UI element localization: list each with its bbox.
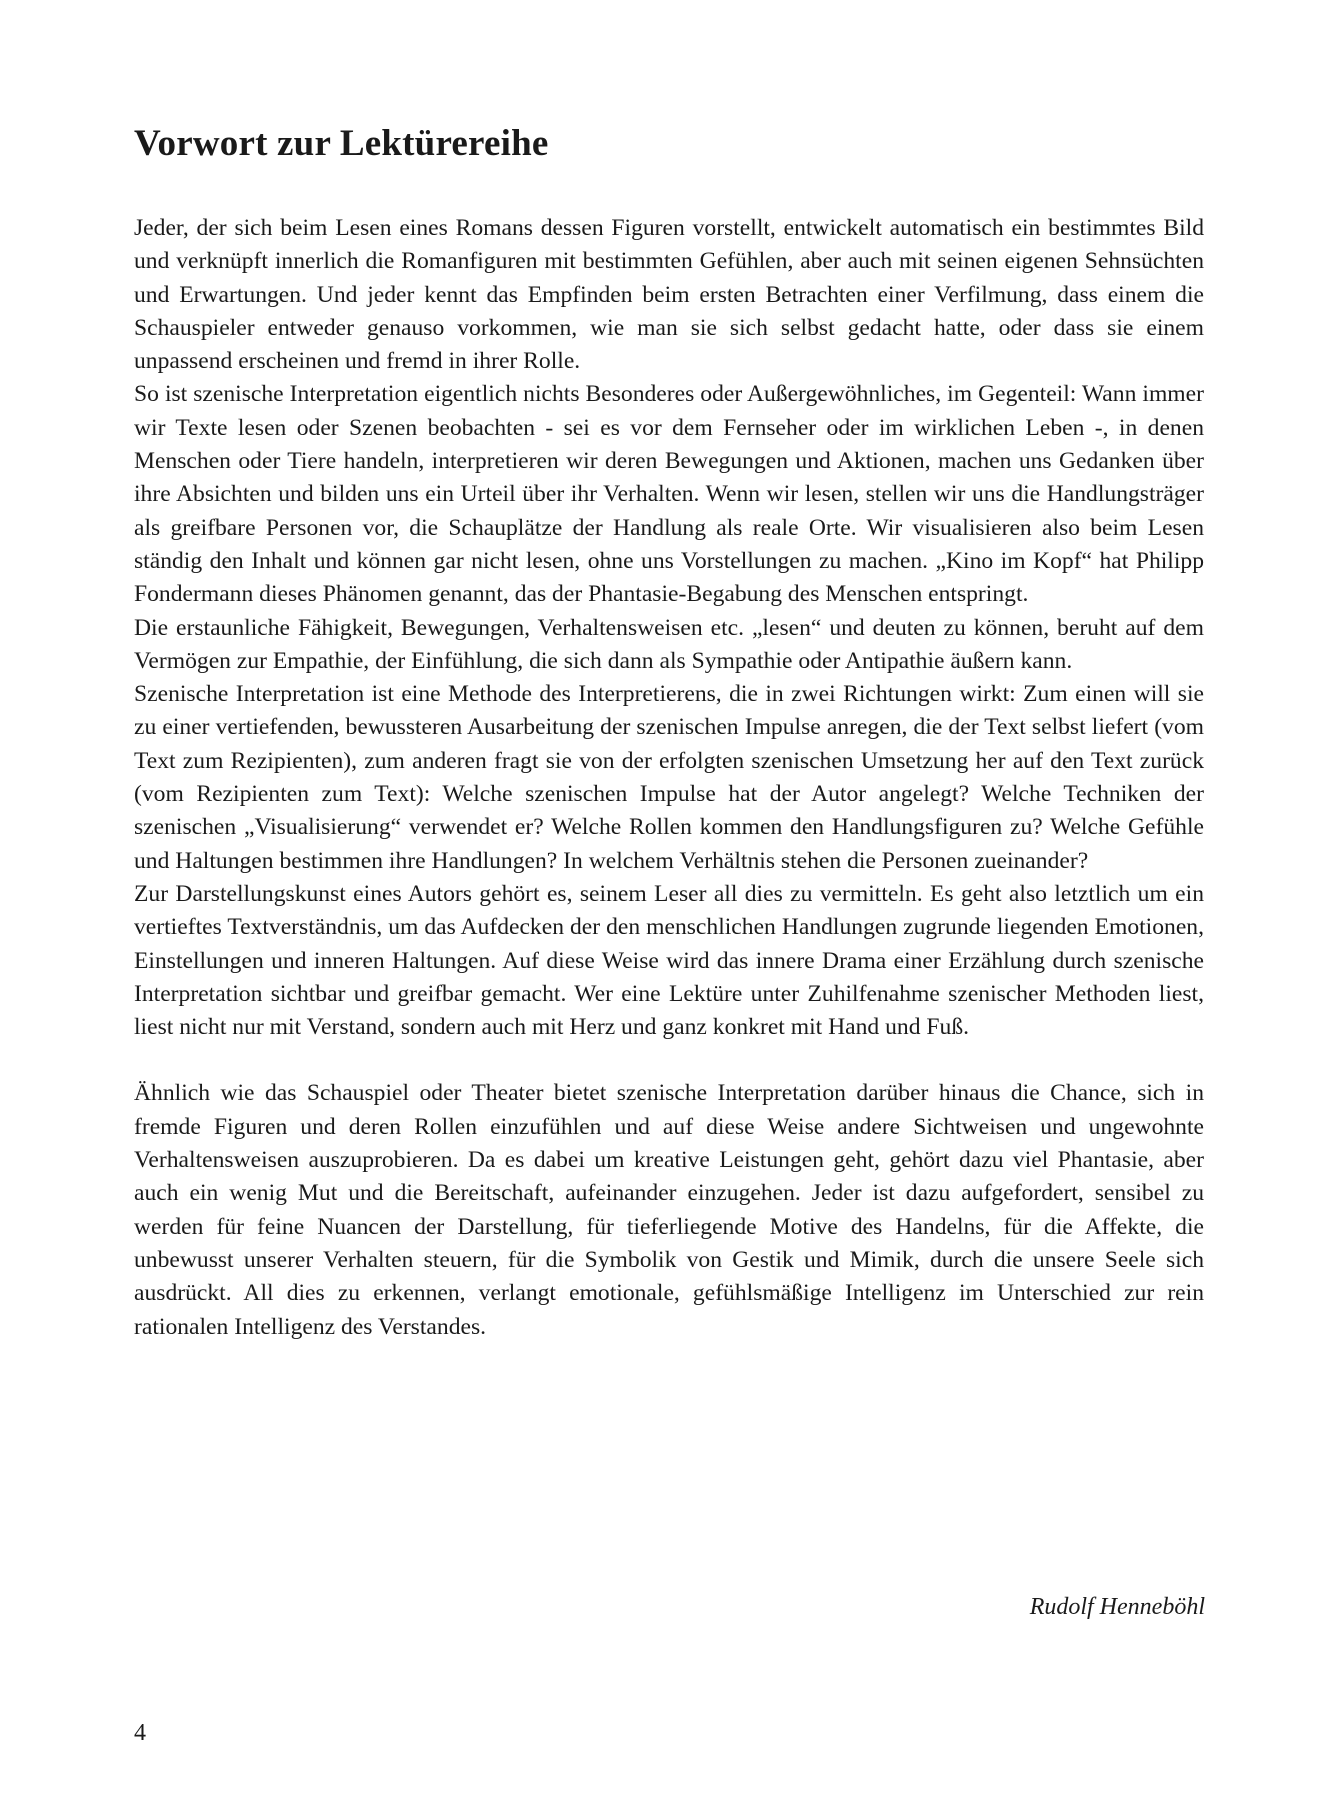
author-signature: Rudolf Henneböhl <box>1029 1594 1205 1620</box>
paragraph-1: Jeder, der sich beim Lesen eines Romans dessen Figuren vorstellt, entwickelt automatisch ein bestimmtes Bild und verknüpft innerlich die Romanfiguren mit bestimmten Gefühlen, aber auch mit seinen eigenen Sehnsüchten und Erwartungen. Und jeder kennt das Empfinden beim ersten Betrachten einer Verfilmung, dass einem die Schauspieler entweder genauso vorkommen, wie man sie sich selbst gedacht hatte, oder dass sie einem unpassend erscheinen und fremd in ihrer Rolle. <box>134 215 1204 375</box>
body-text <box>134 212 1204 1344</box>
paragraph-3: Die erstaunliche Fähigkeit, Bewegungen, Verhaltensweisen etc. „lesen“ und deuten zu können, beruht auf dem Vermögen zur Empathie, der Einfühlung, die sich dann als Sympathie oder Antipathie äußern kann. <box>134 614 1204 674</box>
page-number: 4 <box>134 1720 146 1746</box>
paragraph-4: Szenische Interpretation ist eine Methode des Interpretierens, die in zwei Richtungen wirkt: Zum einen will sie zu einer vertiefenden, bewussteren Ausarbeitung der szenischen Impulse anregen, die der Text selbst liefert (vom Text zum Rezipienten), zum anderen fragt sie von der erfolgten szenischen Umsetzung her auf den Text zurück (vom Rezipienten zum Text): Welche szenischen Impulse hat der Autor angelegt? Welche Techniken der szenischen „Visualisierung“ verwendet er? Welche Rollen kommen den Handlungsfiguren zu? Welche Gefühle und Haltungen bestimmen ihre Handlungen? In welchem Verhältnis stehen die Personen zueinander? <box>134 681 1204 874</box>
paragraph-5: Zur Darstellungskunst eines Autors gehört es, seinem Leser all dies zu vermitteln. Es geht also letztlich um ein vertieftes Textverständnis, um das Aufdecken der den menschlichen Handlungen zugrunde liegenden Emotionen, Einstellungen und inneren Haltungen. Auf diese Weise wird das innere Drama einer Erzählung durch szenische Interpretation sichtbar und greifbar gemacht. Wer eine Lektüre unter Zuhilfenahme szenischer Methoden liest, liest nicht nur mit Verstand, sondern auch mit Herz und ganz konkret mit Hand und Fuß. <box>134 880 1204 1041</box>
paragraph-2: So ist szenische Interpretation eigentlich nichts Besonderes oder Außergewöhnliches, im Gegenteil: Wann immer wir Texte lesen oder Szenen beobachten - sei es vor dem Fernseher oder im wirklichen Leben -, in denen Menschen oder Tiere handeln, interpretieren wir deren Bewegungen und Aktionen, machen uns Gedanken über ihre Absichten und bilden uns ein Urteil über ihr Verhalten. Wenn wir lesen, stellen wir uns die Handlungsträger als greifbare Personen vor, die Schauplätze der Handlung als reale Orte. Wir visualisieren also beim Lesen ständig den Inhalt und können gar nicht lesen, ohne uns Vorstellungen zu machen. „Kino im Kopf“ hat Philipp Fondermann dieses Phänomen genannt, das der Phantasie-Begabung des Menschen entspringt. <box>134 381 1204 608</box>
paragraph-6: Ähnlich wie das Schauspiel oder Theater bietet szenische Interpretation darüber hinaus die Chance, sich in fremde Figuren und deren Rollen einzufühlen und auf diese Weise andere Sichtweisen und ungewohnte Verhaltensweisen auszuprobieren. Da es dabei um kreative Leistungen geht, gehört dazu viel Phantasie, aber auch ein wenig Mut und die Bereitschaft, aufeinander einzugehen. Jeder ist dazu aufgefordert, sensibel zu werden für feine Nuancen der Darstellung, für tieferliegende Motive des Handelns, für die Affekte, die unbewusst unserer Verhalten steuern, für die Symbolik von Gestik und Mimik, durch die unsere Seele sich ausdrückt. All dies zu erkennen, verlangt emotionale, gefühlsmäßige Intelligenz im Unterschied zur rein rationalen Intelligenz des Verstandes. <box>134 1080 1204 1340</box>
page-title: Vorwort zur Lektürereihe <box>134 123 549 164</box>
